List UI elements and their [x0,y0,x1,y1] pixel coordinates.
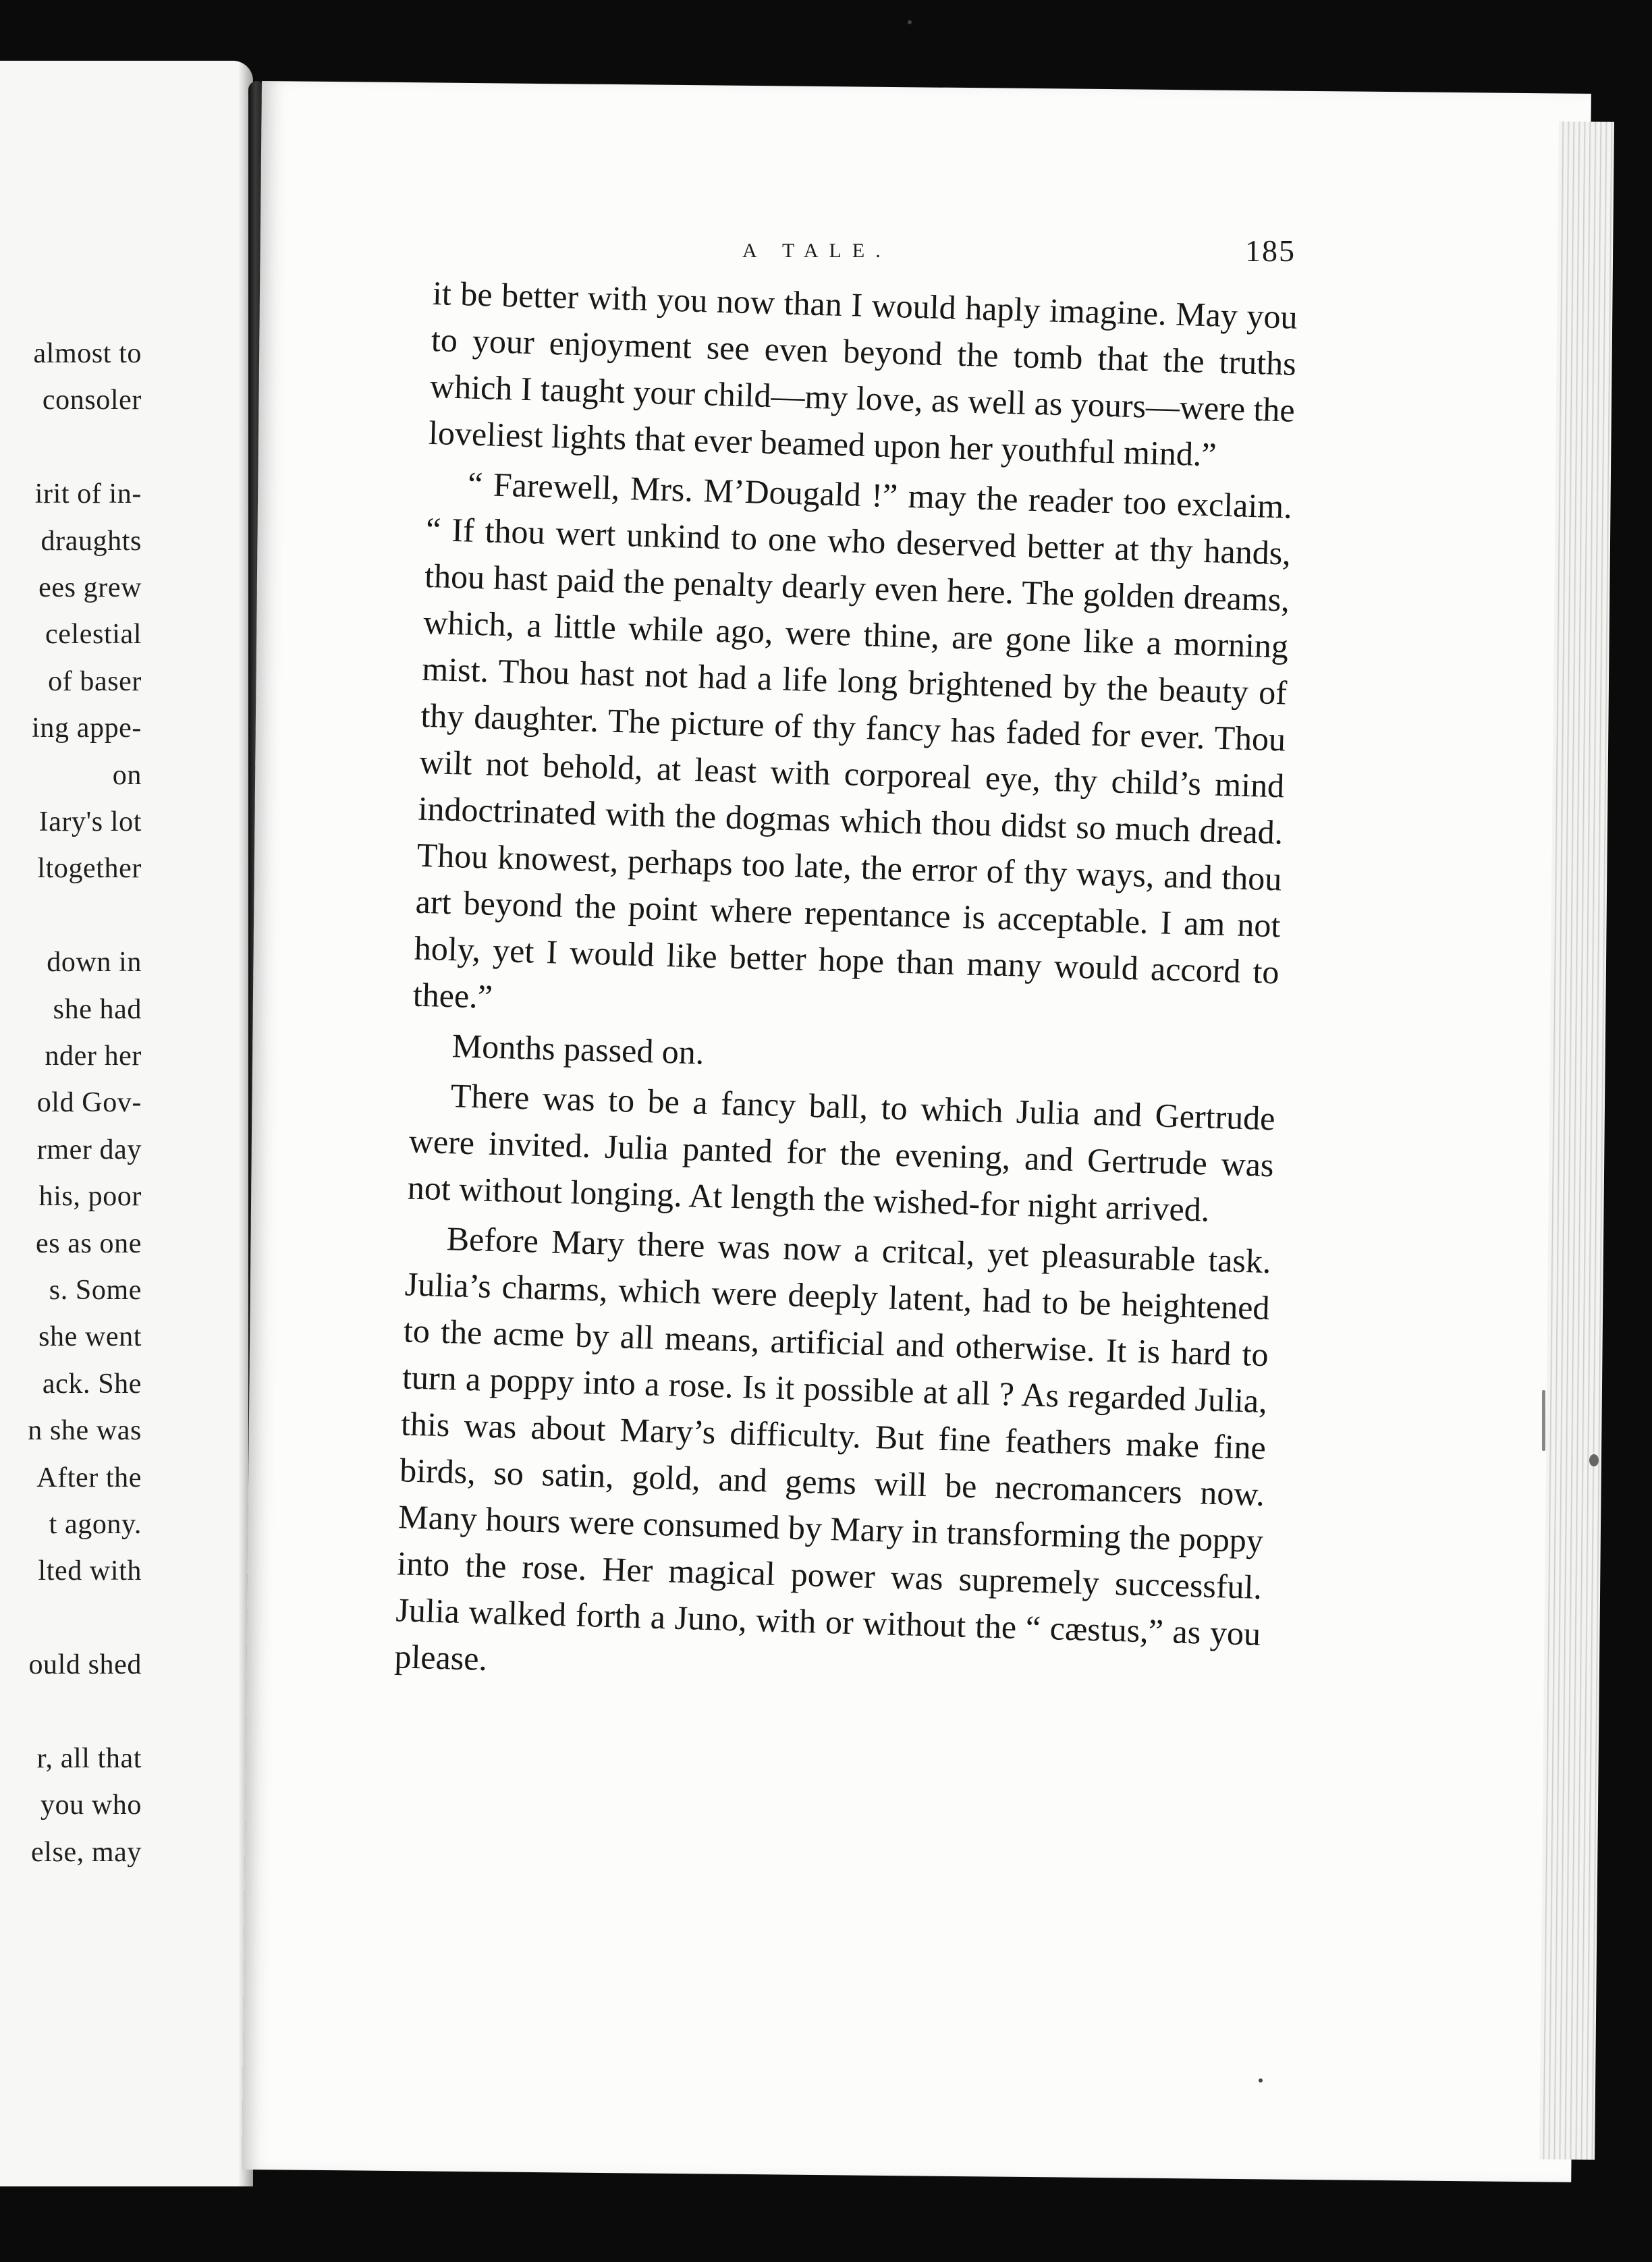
facing-page-line: celestial [45,619,142,651]
facing-page-line: old Gov- [36,1087,142,1119]
paragraph-mary-task: Before Mary there was now a critcal, yet pleasurable task. Julia’s charms, which were deeply latent, had to be heightened to the acme by all means, artificial and otherwise. It is hard to turn a poppy into a rose. Is it possible at all ? As regarded Julia, this was about Mary’s difficulty. But fine feathers make fine birds, so satin, gold, and gems will be necromancers now. Many hours were consumed by Mary in transforming the poppy into the rose. Her magical power was supremely successful. Julia walked forth a Juno, with or without the “ cæstus,” as you please. [393,1219,1272,1678]
facing-page-line: n she was [28,1415,142,1447]
page-number: 185 [1245,233,1296,268]
facing-page-line: consoler [42,385,142,416]
facing-page-line: After the [36,1462,142,1493]
body-text [394,270,1298,1707]
scan-speck [1259,2078,1263,2082]
facing-page-line: you who [40,1790,142,1821]
facing-page-line: Iary's lot [38,806,142,837]
paragraph-continuation: it be better with you now than I would haply imagine. May you to your enjoyment see even beyond the tomb that the truths which I taught your child—my love, as well as yours—were the loveliest lights that ever beamed upon her youthful mind.” [428,273,1298,474]
facing-page-line: else, may [30,1836,142,1868]
facing-page-line: irit of in- [34,478,142,510]
scan-speck [1542,1390,1545,1451]
facing-page-line: ltogether [37,853,142,885]
facing-page-left [0,61,253,2186]
facing-page-line: his, poor [38,1181,142,1213]
facing-page-line: she went [38,1321,142,1353]
facing-page-line: draughts [40,525,142,557]
facing-page-line: lted with [38,1555,142,1587]
paragraph-months: Months passed on. [451,1026,705,1072]
facing-page-line: r, all that [36,1743,142,1774]
running-head: A TALE. [742,240,891,262]
scan-speck [1589,1454,1599,1466]
facing-page-line: ees grew [38,572,142,603]
facing-page-line: t agony. [49,1509,142,1540]
facing-page-line: almost to [33,338,142,369]
facing-page-line: ould shed [28,1649,142,1681]
facing-page-line: es as one [35,1227,142,1259]
facing-page-line: s. Some [49,1275,142,1306]
paragraph-farewell: “ Farewell, Mrs. M’Dougald !” may the reader too exclaim. “ If thou wert unkind to one who deserved better at thy hands, thou hast paid the penalty dearly even here. The golden dreams, which, a little while ago, were thine, are gone like a morning mist. Thou hast not had a life long brightened by the beauty of thy daughter. The picture of thy fancy has faded for ever. Thou wilt not behold, at least with corporeal eye, thy child’s mind indoctrinated with the dogmas which thou didst so much dread. Thou knowest, perhaps too late, the error of thy ways, and thou art beyond the point where repentance is acceptable. I am not holy, yet I would like better hope than many would accord to thee.” [412,464,1293,1016]
facing-page-line: on [112,759,142,791]
facing-page-line: nder her [45,1041,142,1072]
facing-page-line: down in [47,947,142,978]
facing-page-line: she had [53,993,142,1025]
facing-page-line: ack. She [42,1368,142,1400]
facing-page-line: of baser [48,665,142,697]
paragraph-fancy-ball: There was to be a fancy ball, to which Julia and Gertrude were invited. Julia panted for the evening, and Gertrude was not without longing. At length the wished-for night arrived. [407,1076,1276,1229]
scan-speck [908,20,912,24]
facing-page-line: rmer day [36,1134,142,1165]
facing-page-line: ing appe- [32,713,142,744]
page-header [472,233,1296,273]
